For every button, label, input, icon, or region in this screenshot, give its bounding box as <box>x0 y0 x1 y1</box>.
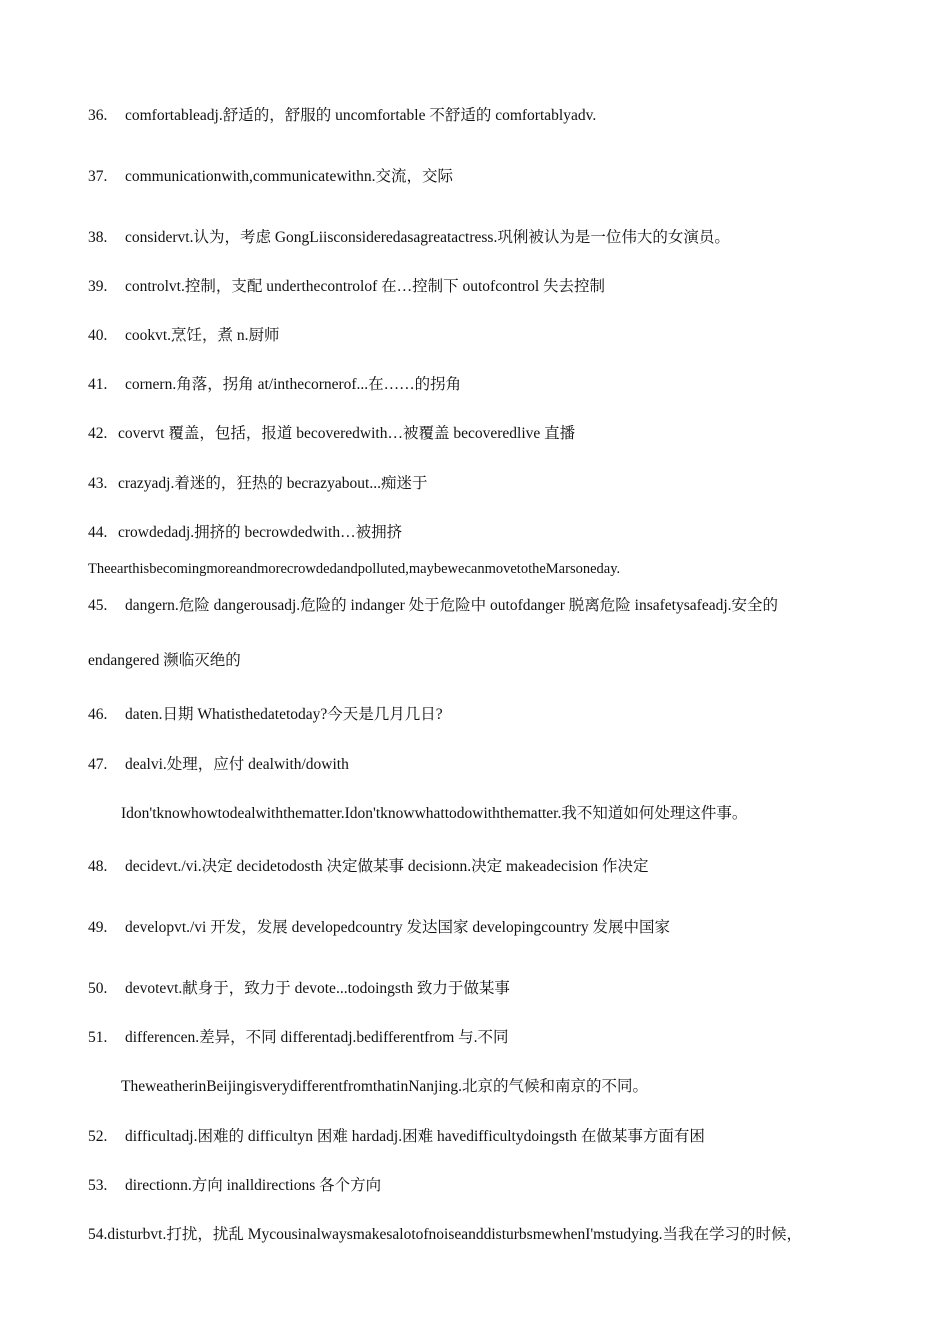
entry-text: directionn.方向 inalldirections 各个方向 <box>125 1177 382 1194</box>
entry-number: 45. <box>88 597 108 614</box>
entry-43 <box>88 474 427 494</box>
entry-39 <box>88 277 605 297</box>
entry-text: cornern.角落，拐角 at/inthecornerof...在……的拐角 <box>125 376 462 393</box>
entry-44-example <box>88 559 620 579</box>
entry-54 <box>88 1225 802 1245</box>
entry-50 <box>88 979 510 999</box>
entry-45 <box>88 596 778 616</box>
example-sentence: Idon'tknowhowtodealwiththematter.Idon'tknowwhattodowiththematter.我不知道如何处理这件事。 <box>121 805 748 822</box>
entry-36 <box>88 106 596 126</box>
entry-number: 36. <box>88 107 108 124</box>
entry-41 <box>88 375 461 395</box>
entry-53 <box>88 1176 381 1196</box>
example-sentence: TheweatherinBeijingisverydifferentfromthatinNanjing.北京的气候和南京的不同。 <box>121 1078 649 1095</box>
entry-text: daten.日期 Whatisthedatetoday?今天是几月几日? <box>125 706 443 723</box>
entry-number: 43. <box>88 475 108 492</box>
entry-47 <box>88 755 349 775</box>
entry-number: 44. <box>88 524 108 541</box>
entry-text: dealvi.处理，应付 dealwith/dowith <box>125 756 349 773</box>
entry-text: covervt 覆盖，包括，报道 becoveredwith…被覆盖 becoveredlive 直播 <box>118 425 576 442</box>
entry-number: 40. <box>88 327 108 344</box>
entry-number: 48. <box>88 858 108 875</box>
entry-number: 39. <box>88 278 108 295</box>
entry-text: difficultadj.困难的 difficultyn 困难 hardadj.困难 havedifficultydoingsth 在做某事方面有困 <box>125 1128 705 1145</box>
entry-45-continued <box>88 651 241 671</box>
entry-number: 46. <box>88 706 108 723</box>
entry-48 <box>88 857 648 877</box>
entry-text: differencen.差异，不同 differentadj.bedifferentfrom 与.不同 <box>125 1029 509 1046</box>
entry-51 <box>88 1028 509 1048</box>
entry-text: crazyadj.着迷的，狂热的 becrazyabout...痴迷于 <box>118 475 428 492</box>
entry-number: 47. <box>88 756 108 773</box>
entry-40 <box>88 326 280 346</box>
entry-text: comfortableadj.舒适的，舒服的 uncomfortable 不舒适的 comfortablyadv. <box>125 107 597 124</box>
entry-37 <box>88 167 453 187</box>
entry-51-example <box>121 1077 648 1097</box>
entry-47-example <box>121 804 747 824</box>
entry-number: 41. <box>88 376 108 393</box>
entry-text: 54.disturbvt.打扰，扰乱 MycousinalwaysmakesalotofnoiseanddisturbsmewhenI'mstudying.当我在学习的时候， <box>88 1226 803 1243</box>
example-sentence: Theearthisbecomingmoreandmorecrowdedandpolluted,maybewecanmovetotheMarsoneday. <box>88 561 621 577</box>
entry-number: 53. <box>88 1177 108 1194</box>
entry-44 <box>88 523 402 543</box>
entry-42 <box>88 424 575 444</box>
entry-49 <box>88 918 670 938</box>
entry-text: dangern.危险 dangerousadj.危险的 indanger 处于危险中 outofdanger 脱离危险 insafetysafeadj.安全的 <box>125 597 779 614</box>
entry-text: developvt./vi 开发，发展 developedcountry 发达国家 developingcountry 发展中国家 <box>125 919 670 936</box>
entry-number: 38. <box>88 229 108 246</box>
entry-text-continued: endangered 濒临灭绝的 <box>88 652 241 669</box>
entry-46 <box>88 705 443 725</box>
entry-number: 49. <box>88 919 108 936</box>
entry-38 <box>88 228 730 248</box>
entry-text: decidevt./vi.决定 decidetodosth 决定做某事 decisionn.决定 makeadecision 作决定 <box>125 858 649 875</box>
entry-text: controlvt.控制，支配 underthecontrolof 在…控制下 outofcontrol 失去控制 <box>125 278 606 295</box>
entry-text: cookvt.烹饪，煮 n.厨师 <box>125 327 280 344</box>
entry-number: 51. <box>88 1029 108 1046</box>
entry-text: crowdedadj.拥挤的 becrowdedwith…被拥挤 <box>118 524 403 541</box>
entry-text: devotevt.献身于，致力于 devote...todoingsth 致力于做某事 <box>125 980 510 997</box>
entry-52 <box>88 1127 705 1147</box>
entry-number: 52. <box>88 1128 108 1145</box>
entry-number: 50. <box>88 980 108 997</box>
entry-text: communicationwith,communicatewithn.交流，交际 <box>125 168 454 185</box>
entry-number: 37. <box>88 168 108 185</box>
entry-number: 42. <box>88 425 108 442</box>
entry-text: considervt.认为，考虑 GongLiisconsideredasagreatactress.巩俐被认为是一位伟大的女演员。 <box>125 229 730 246</box>
